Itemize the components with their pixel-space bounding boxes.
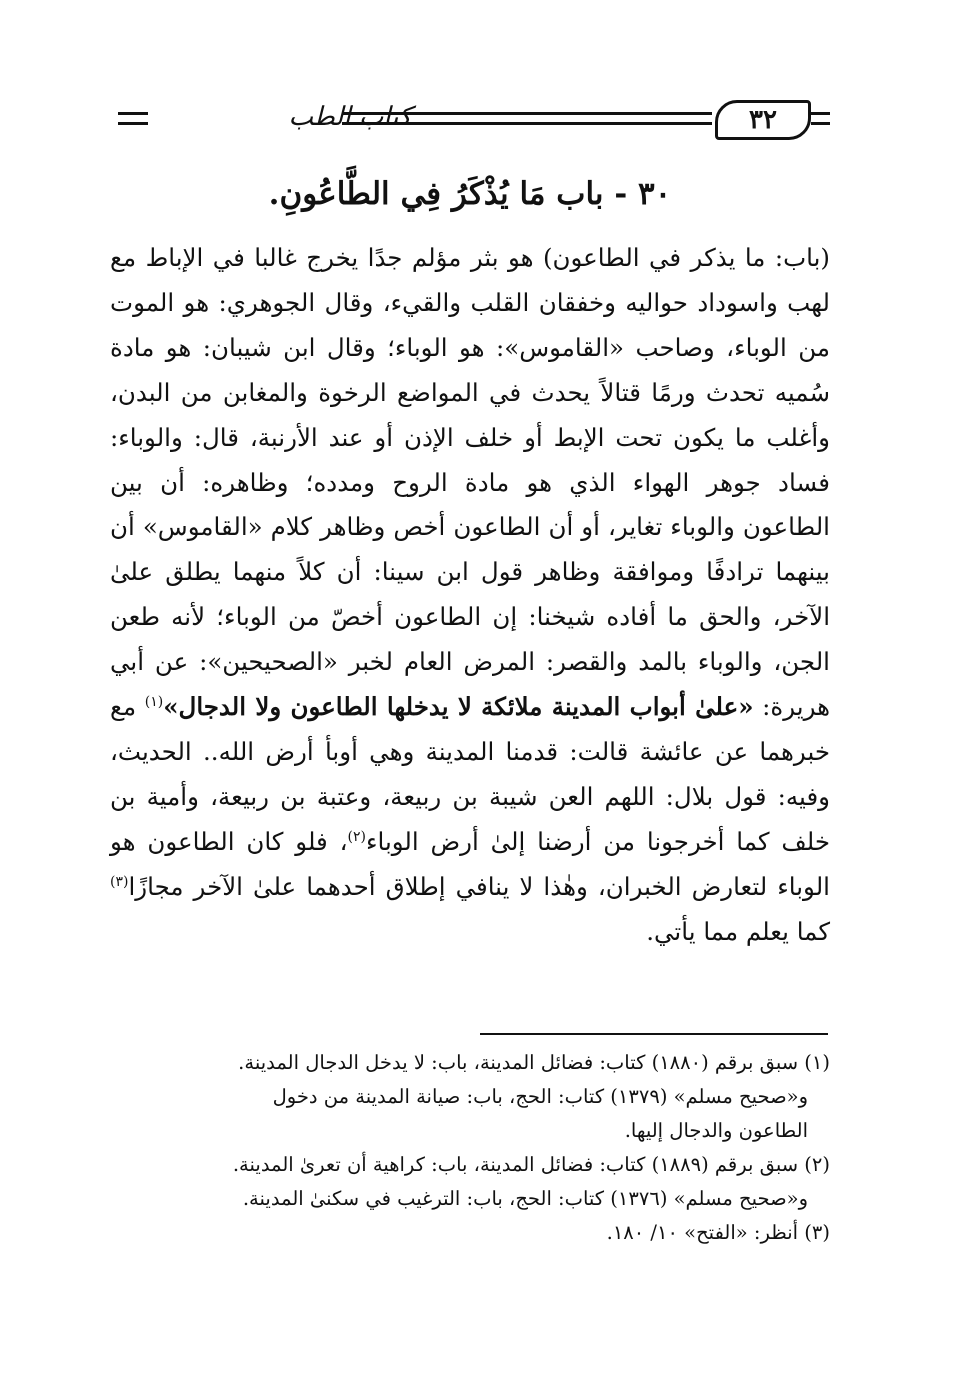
footnote-separator	[480, 1033, 828, 1035]
header-rule-left-lower	[118, 122, 148, 125]
header-rule-left	[118, 112, 148, 115]
footnote-ref-3: (٣)	[110, 873, 129, 890]
footnote-3-line-1: (٣) أنظر: «الفتح» ١٠/ ١٨٠.	[606, 1221, 830, 1244]
footnote-2-line-1: (٢) سبق برقم (١٨٨٩) كتاب: فضائل المدينة، باب: كراهية أن تعرىٰ المدينة.	[232, 1153, 830, 1176]
text-part-1: (باب: ما يذكر في الطاعون) هو بثر مؤلم جدًا يخرج غالبا في الإباط مع لهب واسوداد حواليه وخفقان القلب والقيء، وقال الجوهري: هو الموت من الوباء، وصاحب «القاموس»: هو الوباء؛ وقال ابن شيبان: هو مادة سُميه تحدث ورمًا قتالاً يحدث في المواضع الرخوة والمغابن من البدن، وأغلب ما يكون تحت الإبط أو خلف الإذن أو عند الأرنبة، قال: والوباء: فساد جوهر الهواء الذي هو مادة الروح ومدده؛ وظاهره: أن بين الطاعون والوباء تغاير، أو أن الطاعون أخص وظاهر كلام «القاموس» أن بينهما ترادفًا وموافقة وظاهر قول ابن سينا: أن كلاً منهما يطلق علىٰ الآخر، والحق ما أفاده شيخنا: إن الطاعون أخصّ من الوباء؛ لأنه طعن الجن، والوباء بالمد والقصر: المرض العام لخبر «الصحيحين»: عن أبي هريرة:	[110, 243, 831, 722]
header-rule-middle-lower	[342, 122, 712, 125]
header-rule-right	[811, 112, 830, 115]
text-part-3: ، فلو كان الطاعون هو الوباء لتعارض الخبران، وهٰذا لا ينافي إطلاق أحدهما علىٰ الآخر مجازًا	[110, 826, 830, 901]
header-rule-middle	[342, 112, 712, 115]
page-number: ٣٢	[715, 100, 811, 140]
footnote-2-line-2: و«صحيح مسلم» (١٣٧٦) كتاب: الحج، باب: الترغيب في سكنىٰ المدينة.	[242, 1187, 808, 1210]
footnotes	[110, 1046, 830, 1250]
main-paragraph	[110, 236, 830, 955]
footnote-1-line-3: الطاعون والدجال إليها.	[624, 1119, 808, 1142]
text-part-2: مع خبرهما عن عائشة قالت: قدمنا المدينة وهي أوبأ أرض الله.. الحديث، وفيه: قول بلال: اللهم العن شيبة بن ربيعة، وعتبة بن ربيعة، وأمية بن خلف كما أخرجونا من أرضنا إلىٰ أرض الوباء	[110, 692, 830, 856]
footnote-1-line-2: و«صحيح مسلم» (١٣٧٩) كتاب: الحج، باب: صيانة المدينة من دخول	[272, 1085, 808, 1108]
page-header	[110, 100, 830, 144]
header-rule-right-lower	[811, 122, 830, 125]
book-title: كتاب الطب	[288, 102, 412, 132]
footnote-1-line-1: (١) سبق برقم (١٨٨٠) كتاب: فضائل المدينة، باب: لا يدخل الدجال المدينة.	[238, 1051, 830, 1074]
footnote-ref-1: (١)	[144, 693, 164, 710]
footnote-ref-2: (٢)	[347, 828, 366, 845]
hadith-quote: «علىٰ أبواب المدينة ملائكة لا يدخلها الطاعون ولا الدجال»	[163, 692, 754, 722]
text-part-4: كما يعلم مما يأتي.	[646, 916, 830, 946]
chapter-title: ٣٠ - باب مَا يُذْكَرُ فِي الطَّاعُونِ.	[268, 176, 672, 212]
main-text	[110, 236, 830, 955]
